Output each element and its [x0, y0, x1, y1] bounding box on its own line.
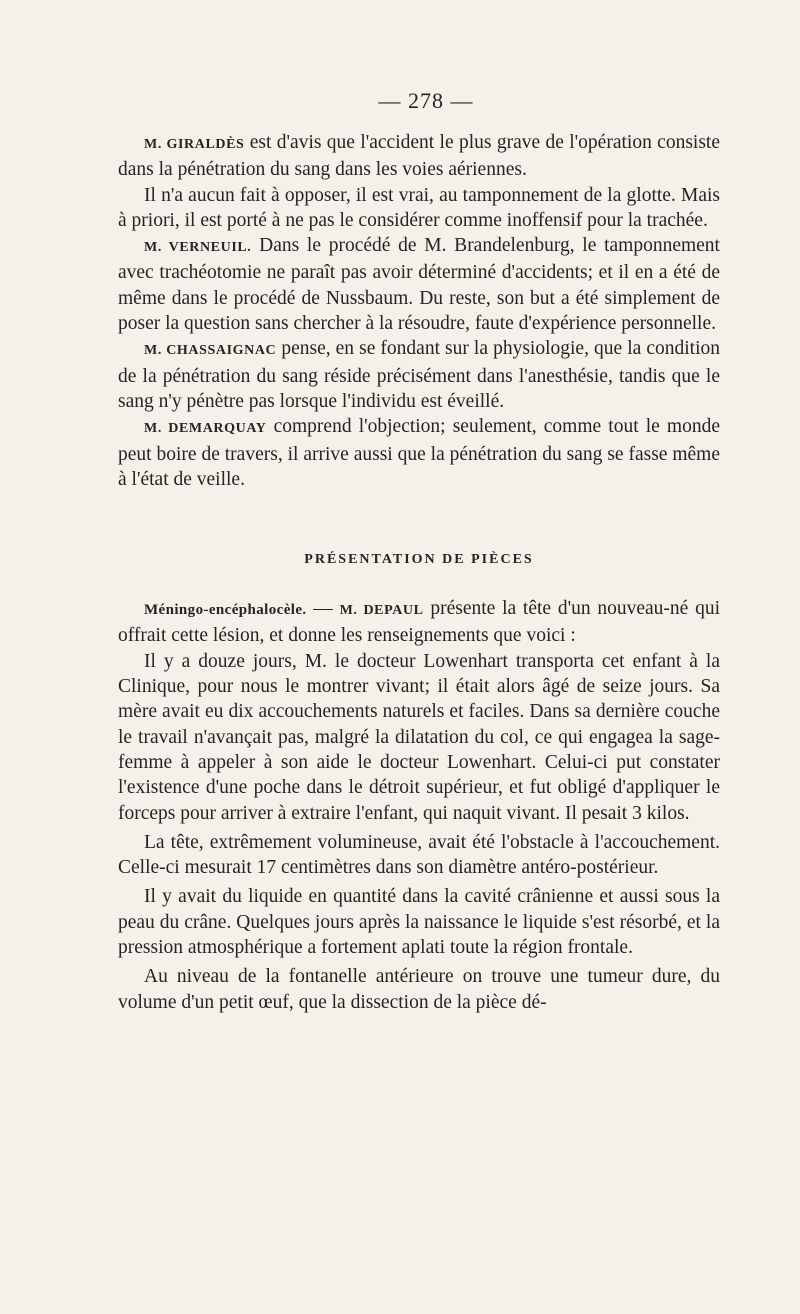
paragraph-text: Au niveau de la fontanelle antérieure on trouve une tumeur dure, du volume d'un petit œuf, que la dissection de la pièce dé- [118, 966, 720, 1013]
paragraph-text: Il y avait du liquide en quantité dans la cavité crânienne et aussi sous la peau du crâne. Quelques jours après la naissance le liquide s'est résorbé, et la pression atmosphérique a fortement aplati toute la région frontale. [118, 886, 720, 959]
paragraph-demarquay [118, 414, 720, 492]
subject-heading: Méningo-encéphalocèle. [144, 602, 307, 619]
page-number: — 278 — [378, 88, 474, 113]
paragraph-depaul [118, 596, 720, 649]
paragraph-tumor [118, 964, 720, 1015]
paragraph-liquid [118, 884, 720, 960]
section-title: PRÉSENTATION DE PIÈCES [304, 552, 534, 568]
paragraph-giraldes [118, 130, 720, 183]
speaker-name: M. DEPAUL [339, 603, 424, 619]
paragraph-text: présente la tête d'un nouveau-né qui offrait cette lésion, et donne les renseignements que voici : [118, 598, 721, 647]
paragraph-text: comprend l'objection; seulement, comme tout le monde peut boire de travers, il arrive aussi que la pénétration du sang se fasse même à l'état de veille. [118, 416, 720, 490]
paragraph-chassaignac [118, 336, 720, 414]
paragraph-text: Il n'a aucun fait à opposer, il est vrai, au tamponnement de la glotte. Mais à priori, il est porté à ne pas le considérer comme inoffensif pour la trachée. [118, 184, 720, 231]
paragraph-head-size [118, 830, 720, 881]
speaker-name: M. DEMARQUAY [144, 421, 267, 437]
paragraph-text: La tête, extrêmement volumineuse, avait été l'obstacle à l'accouchement. Celle-ci mesurait 17 centimètres dans son diamètre antéro-postérieur. [118, 831, 720, 879]
speaker-name: M. VERNEUIL. [144, 240, 252, 256]
paragraph-text: Il y a douze jours, M. le docteur Lowenhart transporta cet enfant à la Clinique, pour nous le montrer vivant; il était alors âgé de seize jours. Sa mère avait eu dix accouchements naturels et faciles. Dans sa dernière couche le travail n'avançait pas, malgré la dilatation du col, ce qui engagea la sage-femme à appeler à son aide le docteur Lowenhart. Celui-ci put constater l'existence d'une poche dans le détroit supérieur, et fut obligé d'appliquer le forceps pour arriver à extraire l'enfant, qui naquit vivant. Il pesait 3 kilos. [118, 650, 720, 824]
paragraph-case-history [118, 649, 720, 826]
speaker-name: M. GIRALDÈS [144, 137, 245, 152]
dash: — [306, 598, 340, 620]
speaker-name: M. CHASSAIGNAC [144, 343, 277, 359]
paragraph-text: pense, en se fondant sur la physiologie, que la condition de la pénétration du sang réside précisément dans l'anesthésie, tandis que le sang n'y pénètre pas lorsque l'individu est éveillé. [118, 338, 720, 412]
paragraph-text: est d'avis que l'accident le plus grave de l'opération consiste dans la pénétration du sang dans les voies aériennes. [118, 132, 720, 181]
paragraph-giraldes-continued [118, 183, 720, 234]
paragraph-text: Dans le procédé de M. Brandelenburg, le tamponnement avec trachéotomie ne paraît pas avoir déterminé d'accidents; et il en a été de même dans le procédé de Nussbaum. Du reste, son but a été simplement de poser la question sans chercher à la résoudre, faute d'expérience personnelle. [118, 235, 720, 335]
paragraph-verneuil [118, 233, 720, 336]
